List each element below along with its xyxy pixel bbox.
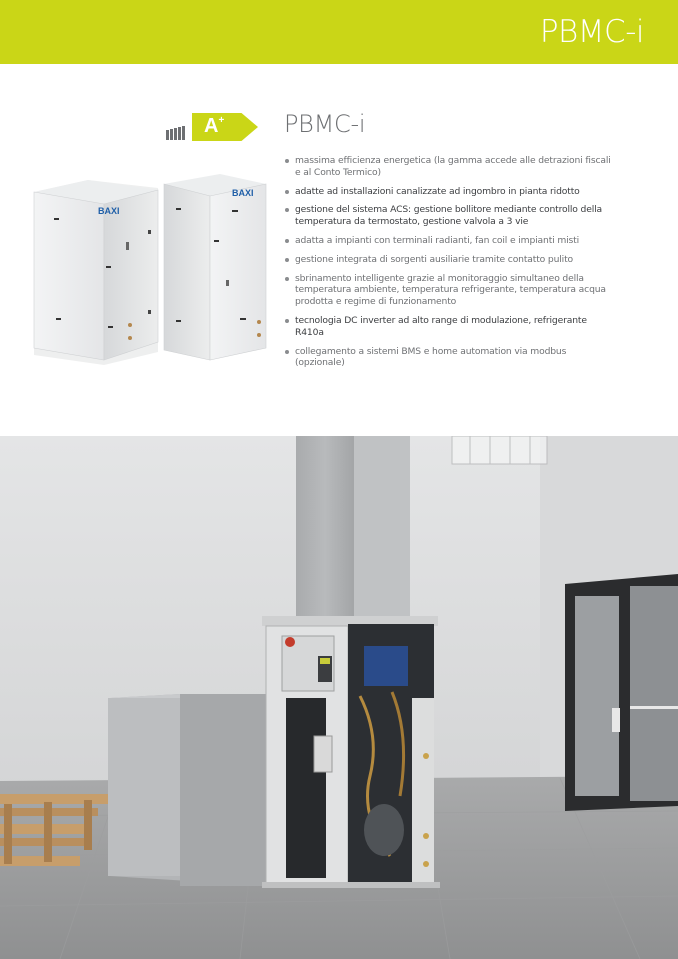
installation-scene [0, 436, 678, 959]
header-title: PBMC-i [539, 14, 644, 50]
list-item: adatte ad installazioni canalizzate ad ingombro in pianta ridotto [284, 186, 614, 198]
list-item: adatta a impianti con terminali radianti, fan coil e impianti misti [284, 235, 614, 247]
vertical-duct [296, 436, 410, 616]
list-item: tecnologia DC inverter ad alto range di modulazione, refrigerante R410a [284, 315, 614, 339]
installation-photo [0, 436, 678, 959]
list-item: collegamento a sistemi BMS e home automation via modbus (opzionale) [284, 346, 614, 370]
list-item: sbrinamento intelligente grazie al monitoraggio simultaneo della temperatura ambiente, temperatura refrigerante, temperatura acqua prodotta e regime di funzionamento [284, 273, 614, 308]
heat-pump-unit-right [164, 174, 266, 360]
list-item: gestione integrata di sorgenti ausiliarie tramite contatto pulito [284, 254, 614, 266]
product-image [30, 170, 275, 365]
energy-bars-icon [166, 122, 186, 140]
header-band [0, 0, 678, 64]
heat-pump-unit-left [34, 180, 158, 365]
list-item: gestione del sistema ACS: gestione bollitore mediante controllo della temperatura da termostato, gestione valvola a 3 vie [284, 204, 614, 228]
energy-arrow-icon [192, 113, 258, 141]
glass-door [565, 574, 678, 811]
brand-logo: BAXI [98, 206, 120, 216]
horizontal-duct [108, 694, 270, 886]
product-title: PBMC-i [284, 110, 366, 138]
energy-class-text: A+ [204, 115, 225, 137]
energy-class-label [166, 113, 261, 141]
list-item: massima efficienza energetica (la gamma accede alle detrazioni fiscali e al Conto Termico) [284, 155, 614, 179]
window-top [452, 436, 547, 464]
svg-text:BAXI: BAXI [232, 188, 254, 198]
heat-pump-unit-installed [262, 616, 440, 888]
feature-list [284, 155, 614, 376]
